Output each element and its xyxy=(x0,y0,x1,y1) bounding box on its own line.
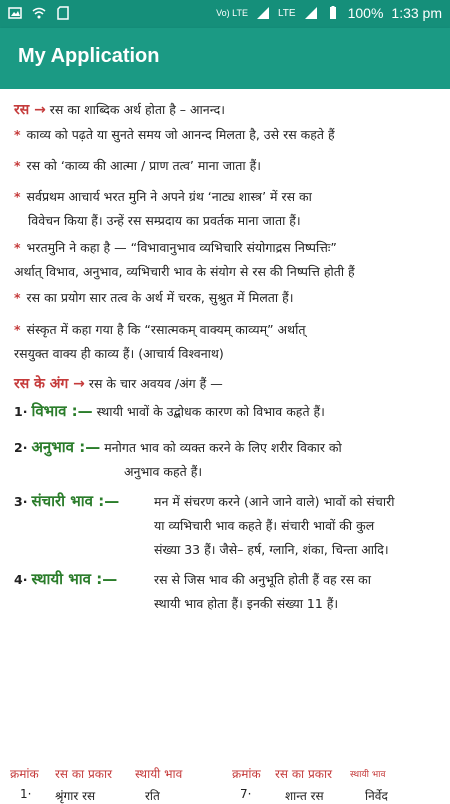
bullet-icon: * xyxy=(14,127,21,142)
ang-heading: रस के अंग → xyxy=(14,376,85,392)
note-line-5b xyxy=(14,259,436,284)
note-line-7b xyxy=(14,341,436,366)
bullet-icon: * xyxy=(14,158,21,173)
row1-col4: 7· xyxy=(240,787,252,801)
note-line-3 xyxy=(14,153,436,178)
note-line-5b-text: अर्थात् विभाव, अनुभाव, व्यभिचारी भाव के संयोग से रस की निष्पत्ति होती हैं xyxy=(14,264,355,279)
item-3-text-b: या व्यभिचारी भाव कहते हैं। संचारी भावों की कुल xyxy=(154,518,375,533)
note-line-7a xyxy=(14,317,436,342)
item-2-cont xyxy=(14,459,436,484)
row1-col2: श्रृंगार रस xyxy=(55,789,96,803)
item-3-text-b-row xyxy=(14,513,436,538)
wifi-icon xyxy=(32,6,46,20)
row1-col5: शान्त रस xyxy=(285,789,324,803)
note-line-6-text: रस का प्रयोग सार तत्व के अर्थ में चरक, सुश्रुत में मिलता हैं। xyxy=(26,290,294,305)
item-1 xyxy=(14,399,436,424)
item-1-num: 1· xyxy=(14,404,28,419)
item-2-text-b: अनुभाव कहते हैं। xyxy=(124,464,203,479)
note-line-4b xyxy=(14,208,436,233)
row1-col3: रति xyxy=(145,789,160,803)
status-bar xyxy=(0,0,450,28)
battery-icon xyxy=(326,6,340,20)
note-line-1-text: रस का शाब्दिक अर्थ होता है – आनन्द। xyxy=(49,102,225,117)
bullet-icon: * xyxy=(14,240,21,255)
item-3-title: संचारी भाव :— xyxy=(31,492,120,510)
battery-percent: 100% xyxy=(347,5,384,21)
item-4-text-b-row xyxy=(14,591,436,616)
row1-col1: 1· xyxy=(20,787,32,801)
network-label: LTE xyxy=(277,7,296,19)
item-2-num: 2· xyxy=(14,440,28,455)
item-3-num: 3· xyxy=(14,494,28,509)
bullet-icon: * xyxy=(14,290,21,305)
note-line-5a xyxy=(14,235,436,260)
note-line-1 xyxy=(14,97,436,123)
item-2-text-a: मनोगत भाव को व्यक्त करने के लिए शरीर विकार को xyxy=(104,440,342,455)
item-1-text: स्थायी भावों के उद्बोधक कारण को विभाव कहते हैं। xyxy=(96,404,325,419)
item-4-text-a-row xyxy=(14,567,436,592)
sd-card-icon xyxy=(56,6,70,20)
note-line-4b-text: विवेचन किया हैं। उन्हें रस सम्प्रदाय का प्रवर्तक माना जाता हैं। xyxy=(28,213,301,228)
row1-col6: निर्वेद xyxy=(365,789,388,803)
bullet-icon: * xyxy=(14,189,21,204)
volte-label: Vo) LTE xyxy=(216,7,248,18)
item-3-text-a: मन में संचरण करने (आने जाने वाले) भावों को संचारी xyxy=(154,494,395,509)
ang-line xyxy=(14,371,436,397)
signal-icon-2 xyxy=(304,6,318,20)
col-header-sthayi-2: स्थायी भाव xyxy=(350,770,386,780)
note-line-4a xyxy=(14,184,436,209)
note-line-5a-text: भरतमुनि ने कहा है — “विभावानुभाव व्यभिचारि संयोगाद्रस निष्पत्तिः” xyxy=(26,240,337,255)
item-3-text-c: संख्या 33 हैं। जैसे– हर्ष, ग्लानि, शंका, चिन्ता आदि। xyxy=(154,542,389,557)
item-2 xyxy=(14,435,436,460)
item-2-title: अनुभाव :— xyxy=(31,438,101,456)
note-line-6 xyxy=(14,285,436,310)
status-left xyxy=(8,6,70,20)
col-header-ras-type-2: रस का प्रकार xyxy=(275,767,333,781)
col-header-kramank-2: क्रमांक xyxy=(232,767,261,781)
ang-text: रस के चार अवयव /अंग हैं — xyxy=(88,376,223,391)
col-header-sthayi: स्थायी भाव xyxy=(135,767,183,781)
note-line-7b-text: रसयुक्त वाक्य ही काव्य हैं। (आचार्य विश्वनाथ) xyxy=(14,346,224,361)
note-line-4a-text: सर्वप्रथम आचार्य भरत मुनि ने अपने ग्रंथ ‘नाट्य शास्त्र’ में रस का xyxy=(26,189,312,204)
item-1-title: विभाव :— xyxy=(31,402,93,420)
item-4-title: स्थायी भाव :— xyxy=(31,570,118,588)
item-4-text-b: स्थायी भाव होता हैं। इनकी संख्या 11 हैं। xyxy=(154,596,339,611)
col-header-kramank: क्रमांक xyxy=(10,767,39,781)
signal-icon xyxy=(256,6,270,20)
status-right xyxy=(216,5,442,21)
table-header xyxy=(0,765,450,803)
note-line-7a-text: संस्कृत में कहा गया है कि “रसात्मकम् वाक्यम् काव्यम्” अर्थात् xyxy=(26,322,306,337)
ras-label: रस → xyxy=(14,102,46,118)
note-line-2 xyxy=(14,122,436,147)
app-bar xyxy=(0,28,450,89)
item-3-text-a-row xyxy=(14,489,436,514)
item-4-text-a: रस से जिस भाव की अनुभूति होती हैं वह रस का xyxy=(154,572,372,587)
note-line-3-text: रस को ‘काव्य की आत्मा / प्राण तत्व’ माना जाता हैं। xyxy=(26,158,261,173)
item-4-num: 4· xyxy=(14,572,28,587)
image-icon xyxy=(8,6,22,20)
col-header-ras-type: रस का प्रकार xyxy=(55,767,113,781)
clock: 1:33 pm xyxy=(391,5,442,21)
app-title: My Application xyxy=(18,45,160,67)
notes-image xyxy=(0,89,450,800)
bullet-icon: * xyxy=(14,322,21,337)
note-line-2-text: काव्य को पढ़ते या सुनते समय जो आनन्द मिलता है, उसे रस कहते हैं xyxy=(26,127,335,142)
item-3-text-c-row xyxy=(14,537,436,562)
